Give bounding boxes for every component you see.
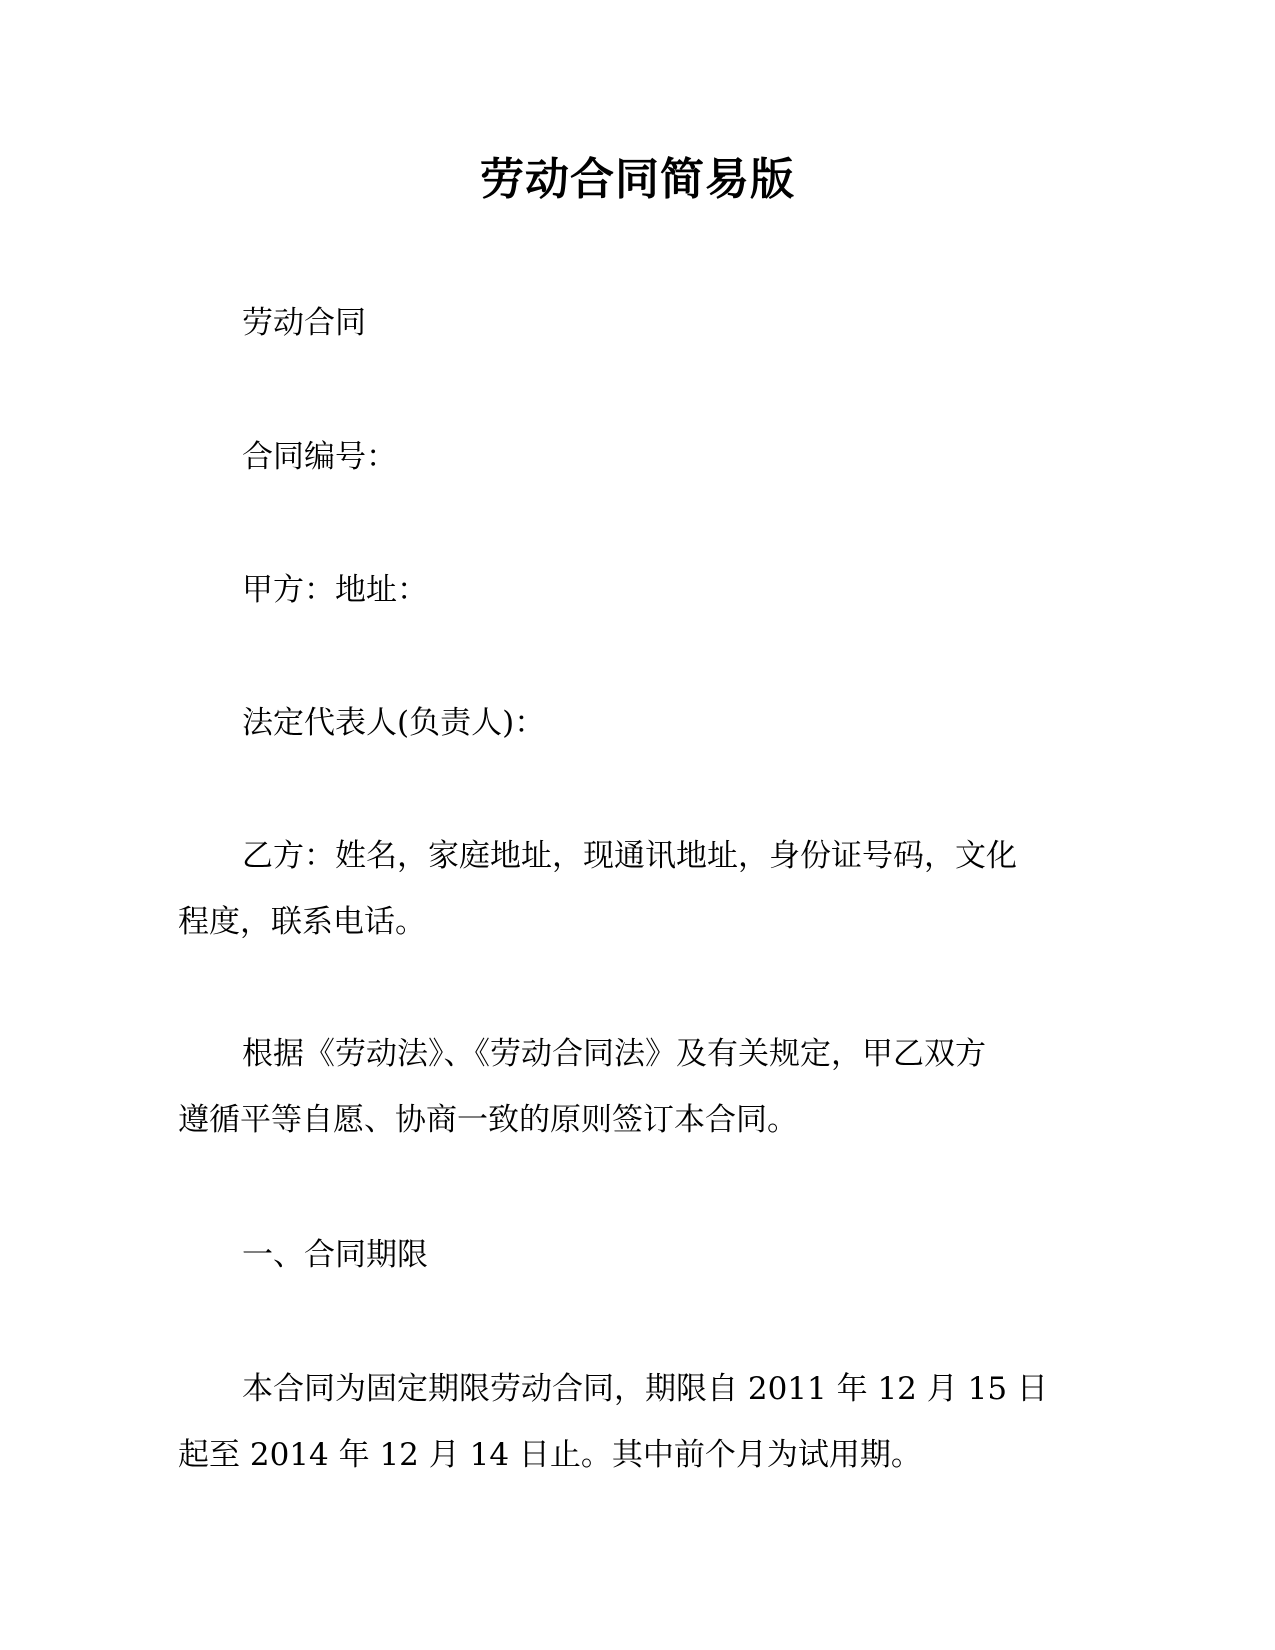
paragraph-legal-representative — [178, 690, 1088, 756]
paragraph-line: 本合同为固定期限劳动合同，期限自 2011 年 12 月 15 日 — [242, 1371, 1048, 1407]
paragraph-legal-basis — [178, 1021, 1088, 1153]
paragraph-line: 法定代表人(负责人)： — [242, 705, 546, 741]
paragraph-line: 起至 2014 年 12 月 14 日止。其中前个月为试用期。 — [178, 1437, 922, 1473]
paragraph-line: 合同编号： — [242, 439, 397, 475]
paragraph-line: 劳动合同 — [242, 305, 366, 341]
paragraph-party-b — [178, 823, 1088, 955]
paragraph-line: 根据《劳动法》、《劳动合同法》及有关规定，甲乙双方 — [242, 1036, 986, 1072]
paragraph-line: 程度，联系电话。 — [178, 904, 426, 940]
paragraph-contract-term — [178, 1356, 1088, 1488]
paragraph-line: 遵循平等自愿、协商一致的原则签订本合同。 — [178, 1102, 798, 1138]
section-heading-contract-term — [178, 1222, 1088, 1288]
paragraph-contract-number — [178, 424, 1088, 490]
paragraph-contract-heading — [178, 290, 1088, 356]
paragraph-line: 一、合同期限 — [242, 1237, 428, 1273]
paragraph-line: 甲方：地址： — [242, 572, 428, 608]
document-title: 劳动合同简易版 — [480, 154, 795, 205]
paragraph-line: 乙方：姓名，家庭地址，现通讯地址，身份证号码，文化 — [242, 838, 1017, 874]
paragraph-party-a — [178, 557, 1088, 623]
